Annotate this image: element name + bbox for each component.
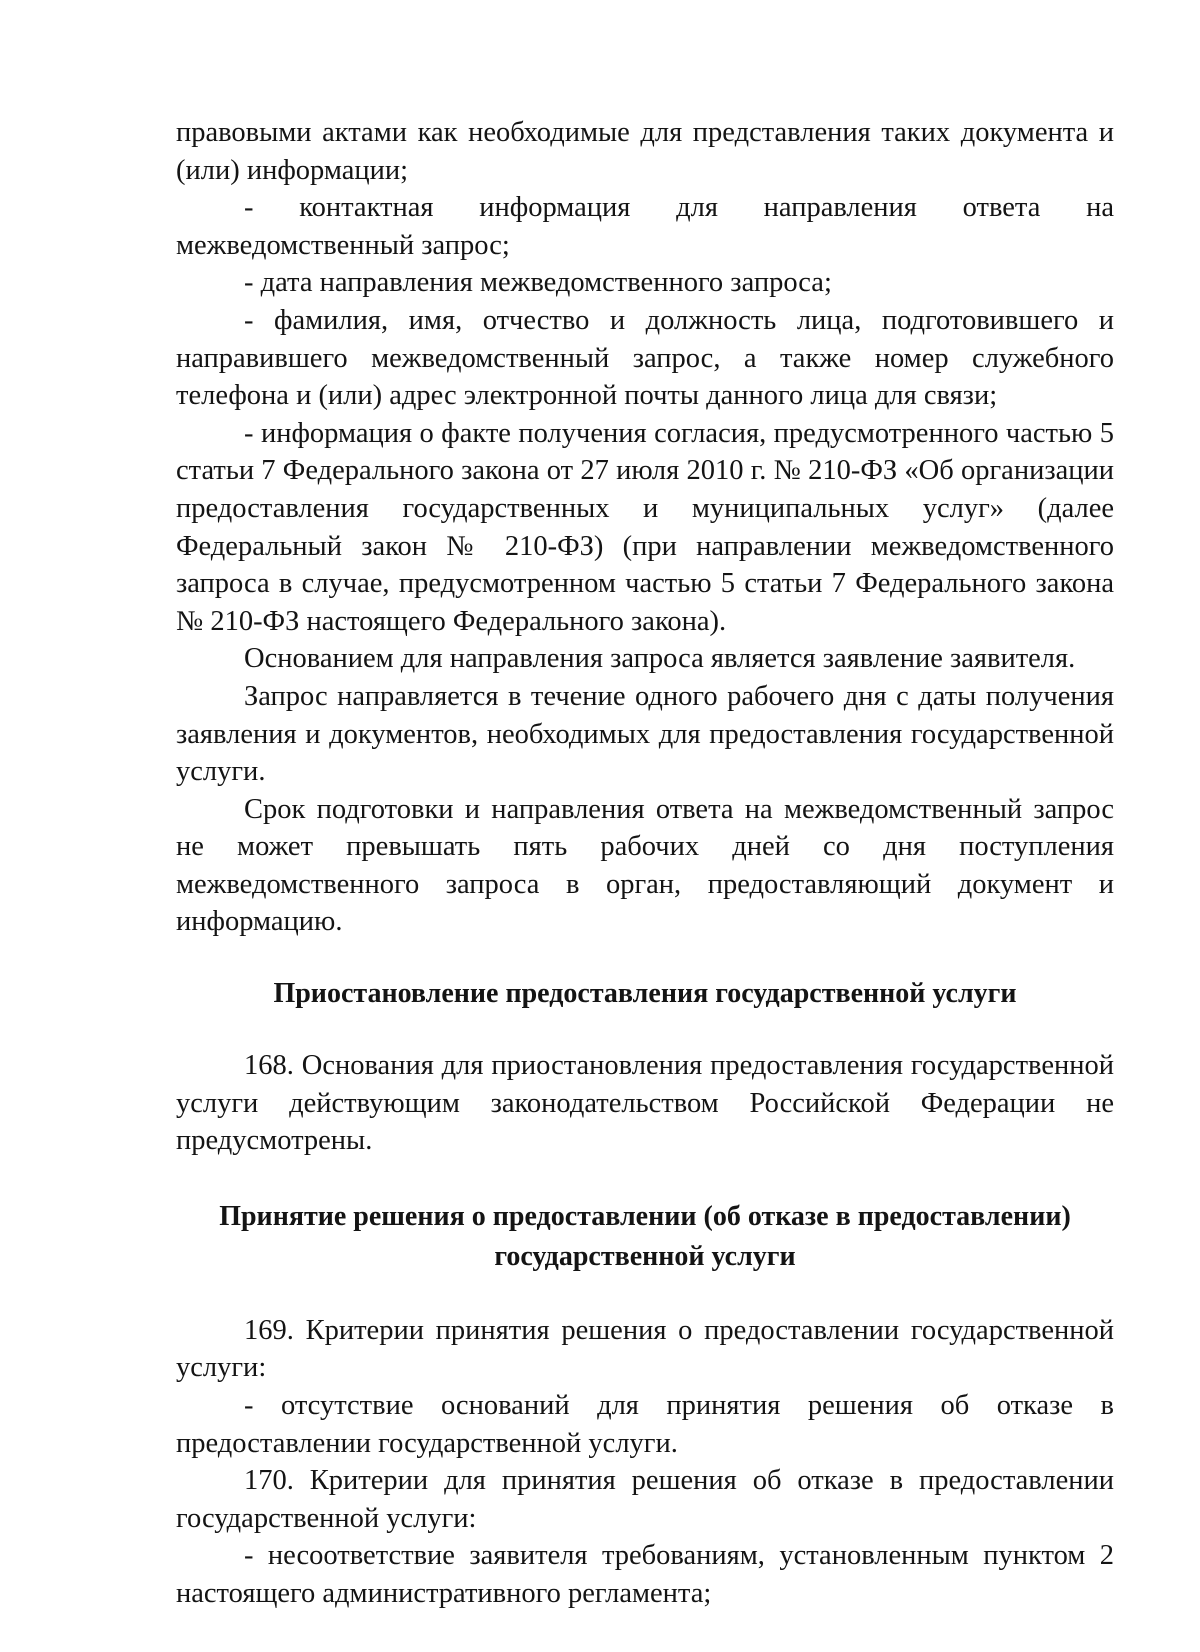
list-item-applicant-mismatch: - несоответствие заявителя требованиям, установленным пунктом 2 настоящего административного регламента; (176, 1540, 1114, 1609)
paragraph-continuation: правовыми актами как необходимые для представления таких документа и (или) информации; (176, 117, 1114, 186)
section-heading-suspension: Приостановление предоставления государственной услуги (273, 978, 1017, 1010)
list-item-consent-info: - информация о факте получения согласия, предусмотренного частью 5 статьи 7 Федерального закона от 27 июля 2010 г. № 210-ФЗ «Об организации предоставления государственных и муниципальных услуг» (далее Федеральный закон № 210-ФЗ) (при направлении межведомственного запроса в случае, предусмотренном частью 5 статьи 7 Федерального закона № 210-ФЗ настоящего Федерального закона). (176, 417, 1114, 637)
paragraph-request-basis: Основанием для направления запроса является заявление заявителя. (244, 643, 1076, 675)
section-heading-decision-line2: государственной услуги (494, 1240, 796, 1272)
paragraph-response-deadline: Срок подготовки и направления ответа на межведомственный запрос не может превышать пять рабочих дней со дня поступления межведомственного запроса в орган, предоставляющий документ и информацию. (176, 793, 1114, 938)
paragraph-168: 168. Основания для приостановления предоставления государственной услуги действующим законодательством Российской Федерации не предусмотрены. (176, 1050, 1114, 1157)
document-body (176, 114, 1114, 1613)
section-heading-decision (176, 1197, 1114, 1277)
paragraph-169: 169. Критерии принятия решения о предоставлении государственной услуги: (176, 1314, 1114, 1384)
list-item-contact-info: - контактная информация для направления ответа на межведомственный запрос; (176, 192, 1114, 261)
list-item-request-date: - дата направления межведомственного запроса; (244, 267, 832, 299)
paragraph-request-timing: Запрос направляется в течение одного рабочего дня с даты получения заявления и документов, необходимых для предоставления государственной услуги. (176, 680, 1114, 788)
paragraph-170: 170. Критерии для принятия решения об отказе в предоставлении государственной услуги: (176, 1465, 1114, 1534)
list-item-official-name: - фамилия, имя, отчество и должность лица, подготовившего и направившего межведомственный запрос, а также номер служебного телефона и (или) адрес электронной почты данного лица для связи; (176, 304, 1114, 412)
section-heading-decision-line1: Принятие решения о предоставлении (об отказе в предоставлении) (219, 1200, 1071, 1232)
list-item-no-refusal-grounds: - отсутствие оснований для принятия решения об отказе в предоставлении государственной услуги. (176, 1390, 1114, 1459)
